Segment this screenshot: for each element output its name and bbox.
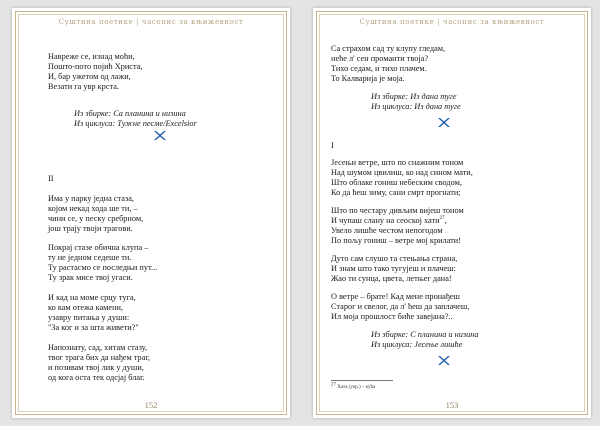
- right-page: [313, 8, 591, 418]
- verse-line: и позивам твој лик у души,: [48, 363, 144, 372]
- verse-text: И чупаш слану на сеоској хати: [331, 216, 440, 225]
- verse-line: Напознату, сад, хитам стазу,: [48, 343, 148, 352]
- page-number: 153: [445, 400, 459, 410]
- verse-line: И кад на моме срцу туга,: [48, 293, 136, 302]
- footnote-text: Хата (укр.) – кућа: [337, 385, 376, 390]
- source-citation: Из збирке: С планина и низина: [371, 330, 479, 339]
- source-citation: Из збирке: Из дана туге: [371, 92, 457, 101]
- running-header: Суштина поетике | часопис за књижевност: [359, 18, 545, 26]
- running-header: Суштина поетике | часопис за књижевност: [58, 18, 244, 26]
- section-number: II: [48, 174, 54, 183]
- verse-line: Ил моја прошлост биће завејана?..: [331, 312, 453, 321]
- verse-line: Са страхом сад ту клупу гледам,: [331, 44, 446, 53]
- verse-line: И, бар ужетом од лажи,: [48, 72, 131, 81]
- page-body: [48, 8, 274, 418]
- source-citation: Из циклуса: Јесење лишће: [371, 340, 463, 349]
- source-citation: Из циклуса: Из дана туге: [371, 102, 461, 111]
- footnote-number: 27: [331, 382, 336, 388]
- verse-line: чини се, у песку сребрном,: [48, 214, 144, 223]
- verse-line: То Калварија је моја.: [331, 74, 405, 83]
- verse-line: Има у парку једна стаза,: [48, 194, 134, 203]
- verse-line: Старог и свелог, да л' ћеш да заплачеш,: [331, 302, 470, 311]
- left-page: [12, 8, 290, 418]
- verse-line: Што облаке гониш небеским сводом,: [331, 178, 462, 187]
- verse-line: "За ког и за шта живети?": [48, 323, 139, 332]
- verse-line: ко кам отежа камени,: [48, 303, 124, 312]
- verse-line: Ту растасмо се последњи пут...: [48, 263, 158, 272]
- footnote-marker[interactable]: 27: [439, 216, 445, 222]
- verse-line: Пошто-пото појић Христа,: [48, 62, 143, 71]
- verse-line: узаврy питања у души:: [48, 313, 130, 322]
- verse-line: којом некад хода ше ти, –: [48, 204, 138, 213]
- verse-line: Јесењи ветре, што по снажним тоном: [331, 158, 464, 167]
- verse-line: ту не једном седеше ти.: [48, 253, 132, 262]
- section-number: I: [331, 141, 334, 150]
- verse-line: О ветре – брате! Кад мене пронађеш: [331, 292, 460, 301]
- verse-line: неће л' сен проманти твоја?: [331, 54, 429, 63]
- blue-cross-ornament-icon: [438, 356, 450, 365]
- verse-line: Навреже се, изнад моћи,: [48, 52, 135, 61]
- page-body: [331, 8, 575, 418]
- verse-line: Ту зрак мисе твој угаси.: [48, 273, 133, 282]
- page-number: 152: [144, 400, 158, 410]
- verse-line: И знам што тако тугујеш и плачеш:: [331, 264, 456, 273]
- verse-line: још трају твоји трагови.: [48, 224, 133, 233]
- verse-line: Покрај стазе обична клупа –: [48, 243, 149, 252]
- footnote: [331, 383, 375, 393]
- source-citation: Из циклуса: Тужне песме/Excelsior: [74, 119, 197, 128]
- verse-line: Ко да ћеш зиму, сани смрт прогнати;: [331, 188, 461, 197]
- source-citation: Из збирке: Са планина и низина: [74, 109, 186, 118]
- blue-cross-ornament-icon: [438, 118, 450, 127]
- footnote-rule: [331, 380, 393, 381]
- verse-line: Везати га увр крста.: [48, 82, 119, 91]
- verse-line: Увело лишће честом непогодом: [331, 226, 443, 235]
- verse-line: И чупаш слану на сеоској хати$^{27}$,: [331, 216, 447, 225]
- verse-line: Жао ти сунца, цвета, летњег дана!: [331, 274, 452, 283]
- verse-line: Тихо седам, и тихо плачем.: [331, 64, 427, 73]
- verse-line: Што по честару дивљим вијеш тоном: [331, 206, 464, 215]
- verse-line: По пољу гониш – ветре мој крилати!: [331, 236, 461, 245]
- verse-line: Дуто сам слушо та стењања страна,: [331, 254, 458, 263]
- blue-cross-ornament-icon: [154, 131, 166, 140]
- verse-line: твог трага бих да нађем траг,: [48, 353, 150, 362]
- verse-line: од кога оста тек одсјај благ.: [48, 373, 145, 382]
- verse-line: Над шумом цвилиш, ко над сином мати,: [331, 168, 473, 177]
